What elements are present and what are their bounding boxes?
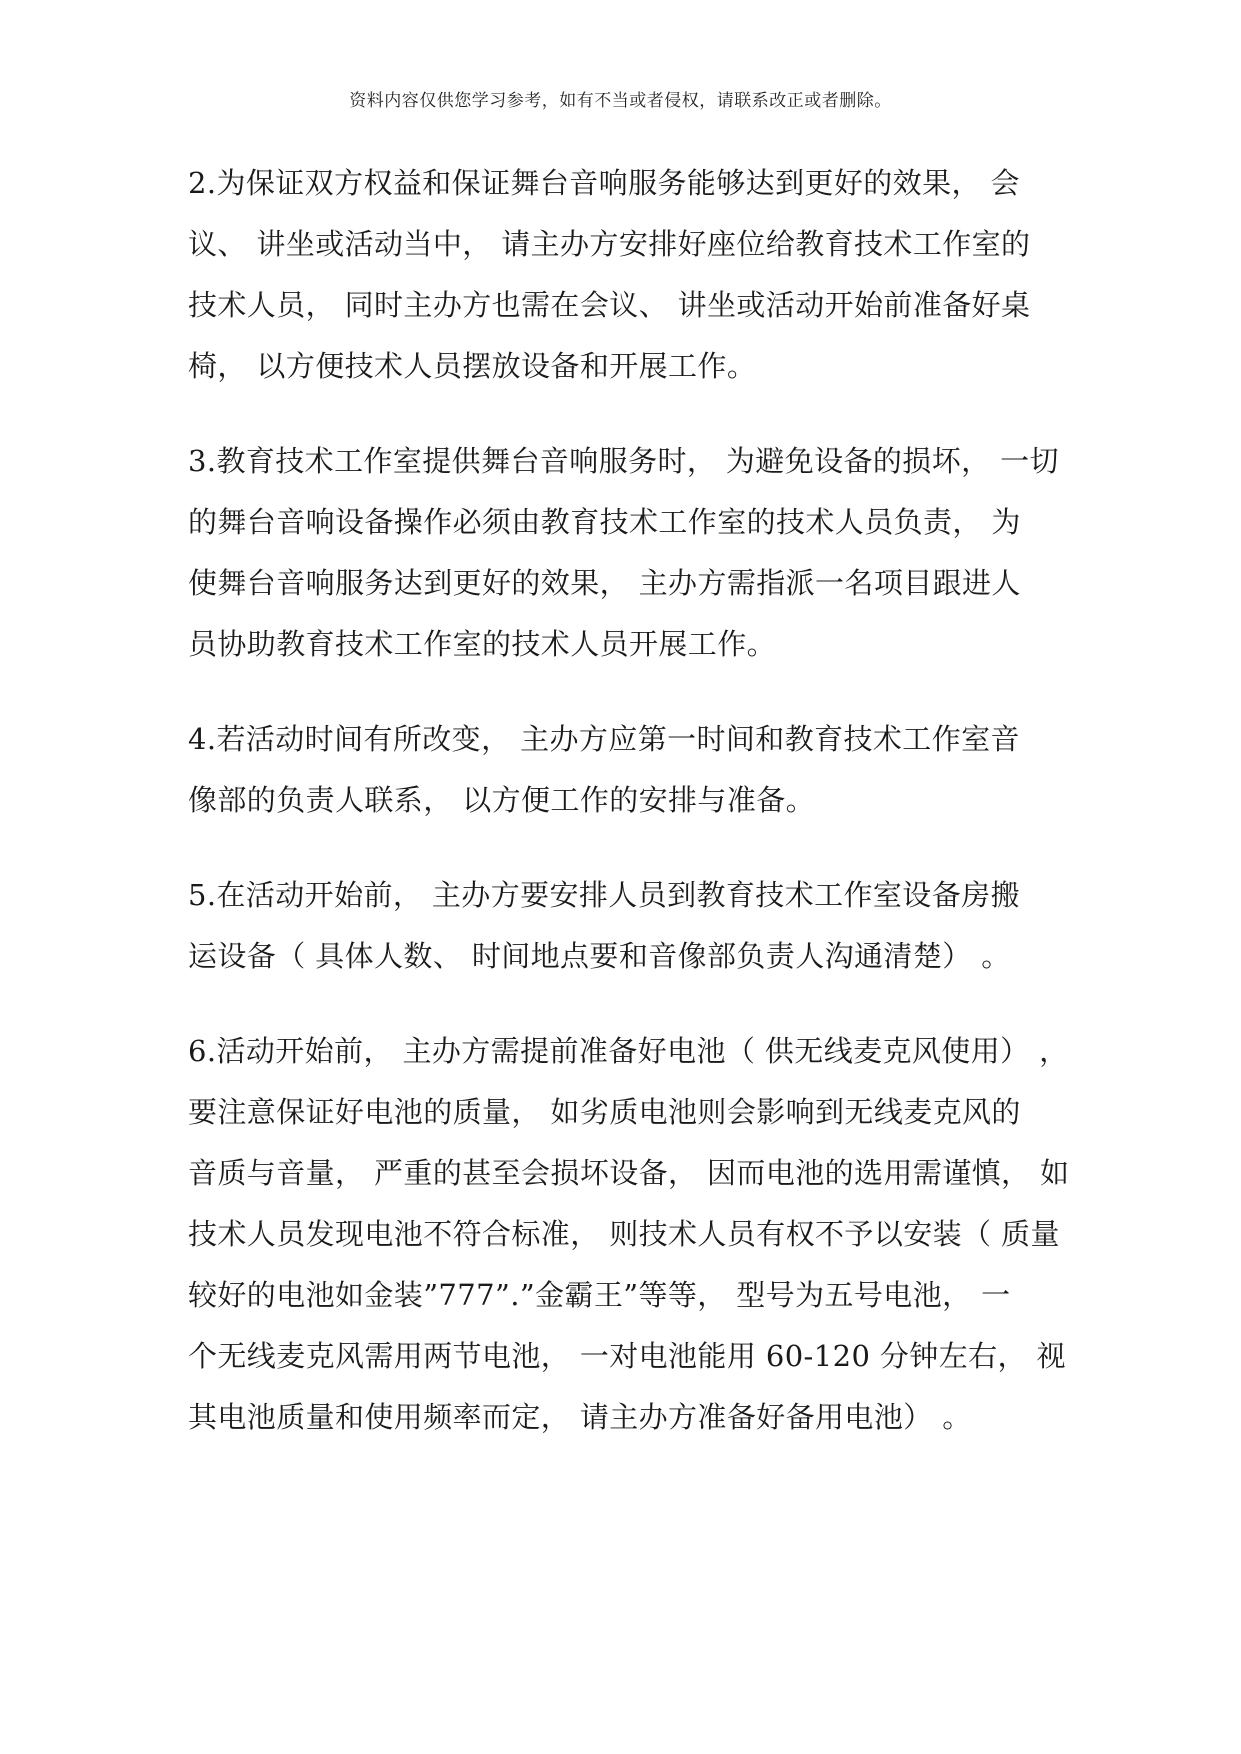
text-line: 的舞台音响设备操作必须由教育技术工作室的技术人员负责， 为 xyxy=(188,505,1021,539)
document-body xyxy=(188,153,1068,1482)
text-line: 6.活动开始前， 主办方需提前准备好电池（ 供无线麦克风使用） ， xyxy=(188,1034,1069,1068)
text-line: 其电池质量和使用频率而定， 请主办方准备好备用电池） 。 xyxy=(188,1400,972,1434)
text-line: 要注意保证好电池的质量， 如劣质电池则会影响到无线麦克风的 xyxy=(188,1095,1021,1129)
text-line: 椅， 以方便技术人员摆放设备和开展工作。 xyxy=(188,349,757,383)
text-line: 较好的电池如金装”777”.”金霸王”等等， 型号为五号电池， 一 xyxy=(188,1278,1011,1312)
text-line: 员协助教育技术工作室的技术人员开展工作。 xyxy=(188,627,777,661)
text-line: 5.在活动开始前， 主办方要安排人员到教育技术工作室设备房搬 xyxy=(188,878,1020,912)
text-line: 3.教育技术工作室提供舞台音响服务时， 为避免设备的损坏， 一切 xyxy=(188,444,1059,478)
text-line: 使舞台音响服务达到更好的效果， 主办方需指派一名项目跟进人 xyxy=(188,566,1021,600)
paragraph-5 xyxy=(188,865,1068,987)
disclaimer-header: 资料内容仅供您学习参考，如有不当或者侵权，请联系改正或者删除。 xyxy=(349,91,892,111)
text-line: 个无线麦克风需用两节电池， 一对电池能用 60-120 分钟左右， 视 xyxy=(188,1339,1066,1373)
text-line: 像部的负责人联系， 以方便工作的安排与准备。 xyxy=(188,783,816,817)
text-line: 技术人员， 同时主办方也需在会议、 讲坐或活动开始前准备好桌 xyxy=(188,288,1031,322)
paragraph-2 xyxy=(188,153,1068,397)
text-line: 2.为保证双方权益和保证舞台音响服务能够达到更好的效果， 会 xyxy=(188,166,1020,200)
text-line: 音质与音量， 严重的甚至会损坏设备， 因而电池的选用需谨慎， 如 xyxy=(188,1156,1070,1190)
paragraph-4 xyxy=(188,709,1068,831)
text-line: 运设备（ 具体人数、 时间地点要和音像部负责人沟通清楚） 。 xyxy=(188,939,1011,973)
text-line: 4.若活动时间有所改变， 主办方应第一时间和教育技术工作室音 xyxy=(188,722,1020,756)
text-line: 技术人员发现电池不符合标准， 则技术人员有权不予以安装（ 质量 xyxy=(188,1217,1060,1251)
paragraph-3 xyxy=(188,431,1068,675)
text-line: 议、 讲坐或活动当中， 请主办方安排好座位给教育技术工作室的 xyxy=(188,227,1031,261)
paragraph-6 xyxy=(188,1021,1068,1448)
